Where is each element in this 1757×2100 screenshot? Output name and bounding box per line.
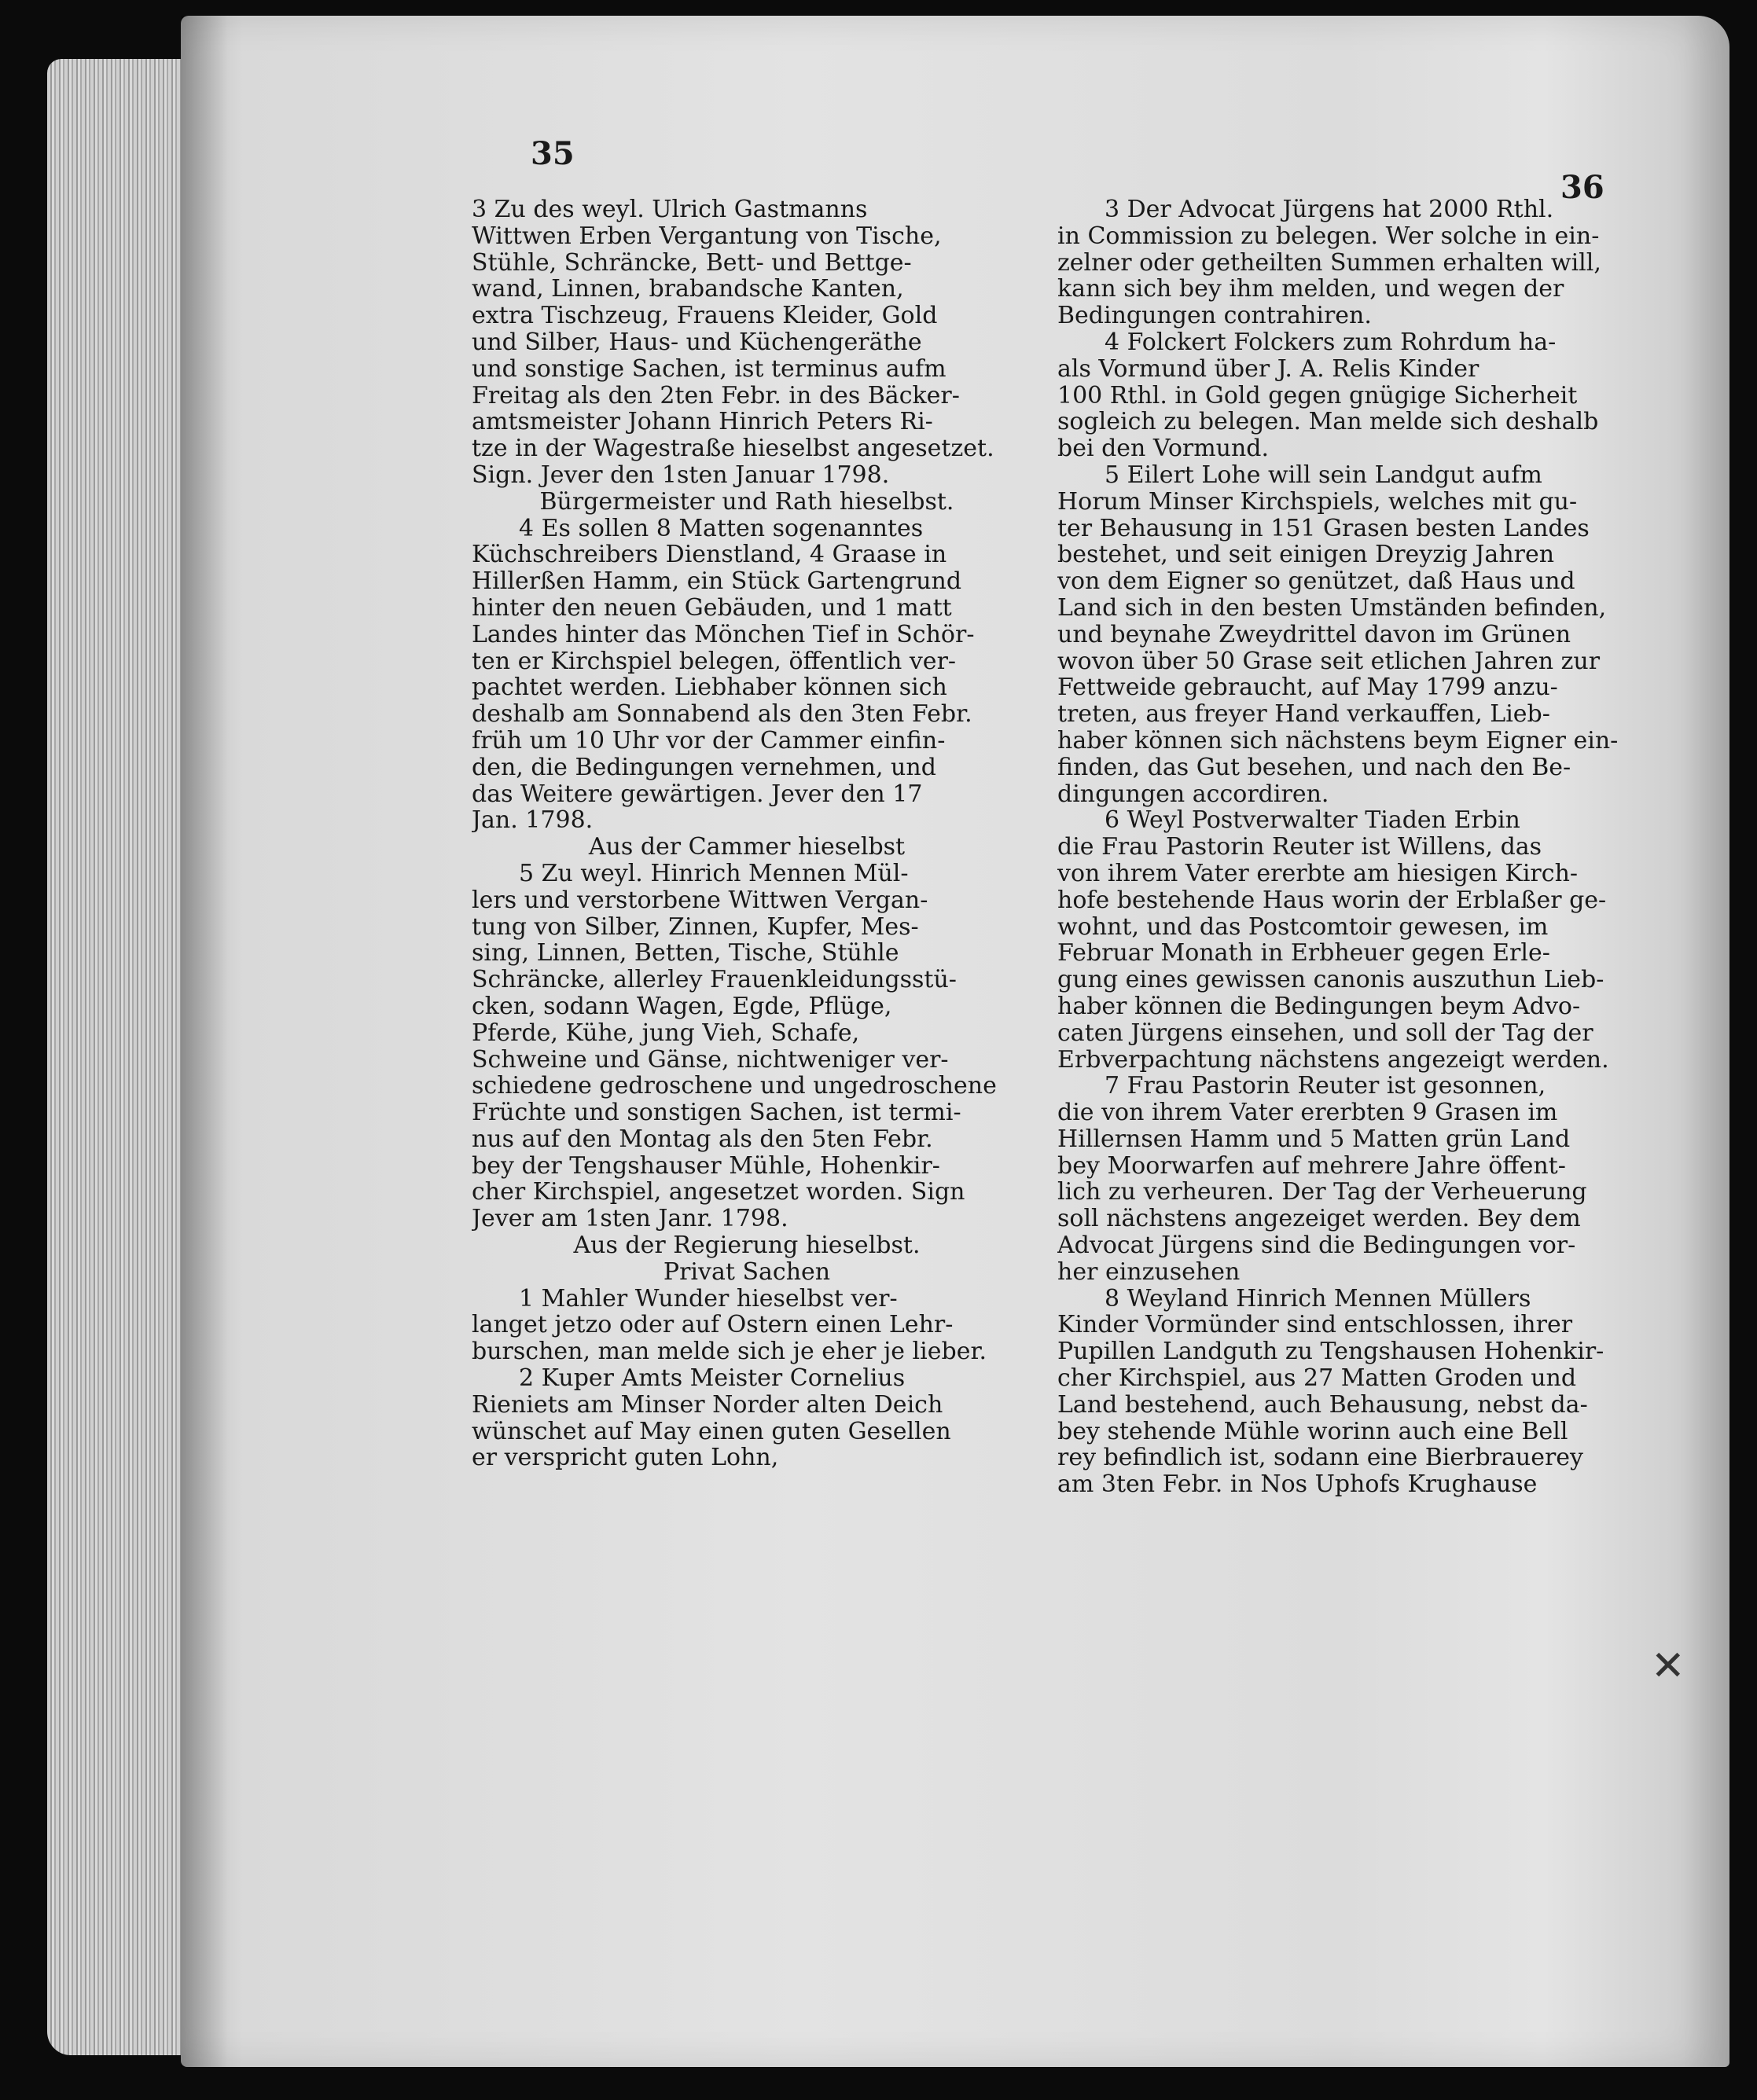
text-line: und Silber, Haus- und Küchengeräthe — [472, 329, 922, 356]
text-line: bey Moorwarfen auf mehrere Jahre öffent- — [1057, 1152, 1566, 1180]
text-line: bey stehende Mühle worinn auch eine Bell — [1057, 1418, 1568, 1445]
text-line: caten Jürgens einsehen, und soll der Tag der — [1057, 1019, 1593, 1047]
text-line: 1 Mahler Wunder hieselbst ver- — [519, 1285, 898, 1312]
text-line: Bürgermeister und Rath hieselbst. — [539, 488, 954, 516]
text-line: bei den Vormund. — [1057, 435, 1270, 462]
text-line: Land bestehend, auch Behausung, nebst da- — [1057, 1391, 1588, 1419]
text-line: von ihrem Vater ererbte am hiesigen Kirch- — [1057, 860, 1579, 887]
text-line: Freitag als den 2ten Febr. in des Bäcker- — [472, 382, 960, 409]
book-gutter-shadow — [181, 16, 228, 2067]
text-line: Sign. Jever den 1sten Januar 1798. — [472, 461, 890, 489]
text-line: Früchte und sonstigen Sachen, ist termi- — [472, 1100, 961, 1126]
text-line: cher Kirchspiel, angesetzet worden. Sign — [472, 1179, 965, 1206]
text-line: und sonstige Sachen, ist terminus aufm — [472, 355, 947, 383]
text-line: die von ihrem Vater ererbten 9 Grasen im — [1057, 1100, 1558, 1126]
text-line: als Vormund über J. A. Relis Kinder — [1057, 355, 1479, 383]
text-line: Stühle, Schräncke, Bett- und Bettge- — [472, 249, 912, 277]
text-line: Küchschreibers Dienstland, 4 Graase in — [472, 542, 947, 569]
text-line: extra Tischzeug, Frauens Kleider, Gold — [472, 303, 938, 329]
text-line: sogleich zu belegen. Man melde sich deshalb — [1057, 409, 1599, 436]
text-line: Wittwen Erben Vergantung von Tische, — [472, 222, 942, 250]
text-line: zelner oder getheilten Summen erhalten will, — [1057, 249, 1601, 277]
text-line: Horum Minser Kirchspiels, welches mit gu- — [1057, 488, 1578, 516]
text-line: hofe bestehende Haus worin der Erblaßer ge- — [1057, 887, 1607, 914]
text-line: treten, aus freyer Hand verkauffen, Lieb- — [1057, 701, 1550, 728]
text-line: hinter den neuen Gebäuden, und 1 matt — [472, 594, 952, 622]
text-line: gung eines gewissen canonis auszuthun Lieb- — [1057, 967, 1604, 993]
left-text-column — [472, 196, 1022, 1471]
text-line: 5 Zu weyl. Hinrich Mennen Mül- — [519, 860, 909, 887]
text-line: Rieniets am Minser Norder alten Deich — [472, 1391, 943, 1419]
page-number-right: 36 — [1560, 169, 1604, 206]
text-line: wünschet auf May einen guten Gesellen — [472, 1418, 951, 1445]
text-line: Aus der Regierung hieselbst. — [573, 1232, 921, 1259]
text-line: langet jetzo oder auf Ostern einen Lehr- — [472, 1312, 954, 1339]
text-line: Hillernsen Hamm und 5 Matten grün Land — [1057, 1125, 1571, 1153]
text-line: rey befindlich ist, sodann eine Bierbrauerey — [1057, 1445, 1584, 1472]
right-text-column — [1057, 196, 1635, 1498]
text-line: wohnt, und das Postcomtoir gewesen, im — [1057, 913, 1549, 941]
text-line: Fettweide gebraucht, auf May 1799 anzu- — [1057, 674, 1558, 702]
text-line: 4 Folckert Folckers zum Rohrdum ha- — [1105, 329, 1557, 356]
text-line: Schräncke, allerley Frauenkleidungsstü- — [472, 967, 957, 993]
text-line: burschen, man melde sich je eher je lieber. — [472, 1338, 987, 1366]
text-line: die Frau Pastorin Reuter ist Willens, das — [1057, 834, 1542, 861]
text-line: am 3ten Febr. in Nos Uphofs Krughause — [1057, 1471, 1538, 1499]
text-line: Privat Sachen — [663, 1258, 831, 1286]
text-line: Pupillen Landguth zu Tengshausen Hohenkir- — [1057, 1338, 1604, 1366]
text-line: soll nächstens angezeiget werden. Bey dem — [1057, 1206, 1581, 1233]
text-line: dingungen accordiren. — [1057, 780, 1329, 808]
text-line: Advocat Jürgens sind die Bedingungen vor- — [1057, 1232, 1576, 1259]
text-line: von dem Eigner so genützet, daß Haus und — [1057, 568, 1575, 595]
text-line: 3 Zu des weyl. Ulrich Gastmanns — [472, 196, 868, 223]
text-line: 2 Kuper Amts Meister Cornelius — [519, 1365, 906, 1392]
text-line: 7 Frau Pastorin Reuter ist gesonnen, — [1105, 1073, 1546, 1100]
text-line: er verspricht guten Lohn, — [472, 1445, 779, 1472]
text-line: 3 Der Advocat Jürgens hat 2000 Rthl. — [1105, 196, 1554, 223]
text-line: Land sich in den besten Umständen befinden, — [1057, 594, 1607, 622]
text-line: und beynahe Zweydrittel davon im Grünen — [1057, 621, 1571, 648]
text-line: Aus der Cammer hieselbst — [588, 834, 906, 861]
text-line: deshalb am Sonnabend als den 3ten Febr. — [472, 701, 972, 728]
text-line: lers und verstorbene Wittwen Vergan- — [472, 887, 928, 914]
text-line: haber können sich nächstens beym Eigner ein- — [1057, 727, 1619, 754]
text-line: ten er Kirchspiel belegen, öffentlich ver- — [472, 648, 957, 675]
text-line: Februar Monath in Erbheuer gegen Erle- — [1057, 940, 1550, 967]
text-line: Schweine und Gänse, nichtweniger ver- — [472, 1046, 949, 1074]
text-line: ter Behausung in 151 Grasen besten Landes — [1057, 515, 1590, 542]
text-line: das Weitere gewärtigen. Jever den 17 — [472, 780, 923, 808]
text-line: cher Kirchspiel, aus 27 Matten Groden und — [1057, 1365, 1577, 1392]
text-line: Erbverpachtung nächstens angezeigt werden. — [1057, 1046, 1609, 1074]
text-line: Jever am 1sten Janr. 1798. — [472, 1206, 788, 1233]
text-line: 5 Eilert Lohe will sein Landgut aufm — [1105, 461, 1542, 489]
text-line: 6 Weyl Postverwalter Tiaden Erbin — [1105, 807, 1520, 835]
text-line: tze in der Wagestraße hieselbst angesetzet. — [472, 435, 994, 462]
text-line: 8 Weyland Hinrich Mennen Müllers — [1105, 1285, 1531, 1312]
text-line: pachtet werden. Liebhaber können sich — [472, 674, 947, 702]
text-line: amtsmeister Johann Hinrich Peters Ri- — [472, 409, 933, 436]
text-line: Hillerßen Hamm, ein Stück Gartengrund — [472, 568, 962, 595]
text-line: Kinder Vormünder sind entschlossen, ihrer — [1057, 1312, 1573, 1339]
text-line: her einzusehen — [1057, 1258, 1241, 1286]
page-number-left: 35 — [531, 135, 575, 172]
text-line: bestehet, und seit einigen Dreyzig Jahren — [1057, 542, 1555, 569]
text-line: sing, Linnen, Betten, Tische, Stühle — [472, 940, 899, 967]
text-line: kann sich bey ihm melden, und wegen der — [1057, 276, 1564, 303]
text-line: wand, Linnen, brabandsche Kanten, — [472, 276, 904, 303]
text-line: in Commission zu belegen. Wer solche in ein- — [1057, 222, 1600, 250]
text-line: 4 Es sollen 8 Matten sogenanntes — [519, 515, 924, 542]
text-line: tung von Silber, Zinnen, Kupfer, Mes- — [472, 913, 919, 941]
text-line: Pferde, Kühe, jung Vieh, Schafe, — [472, 1019, 860, 1047]
text-line: finden, das Gut besehen, und nach den Be- — [1057, 754, 1571, 781]
text-line: früh um 10 Uhr vor der Cammer einfin- — [472, 727, 946, 754]
text-line: haber können die Bedingungen beym Advo- — [1057, 993, 1581, 1020]
text-line: den, die Bedingungen vernehmen, und — [472, 754, 936, 781]
text-line: 100 Rthl. in Gold gegen gnügige Sicherheit — [1057, 382, 1578, 409]
pencil-cross-mark: ✕ — [1651, 1643, 1685, 1690]
text-line: Landes hinter das Mönchen Tief in Schör- — [472, 621, 975, 648]
text-line: lich zu verheuren. Der Tag der Verheuerung — [1057, 1179, 1587, 1206]
text-line: Jan. 1798. — [472, 807, 594, 835]
text-line: schiedene gedroschene und ungedroschene — [472, 1073, 997, 1100]
text-line: nus auf den Montag als den 5ten Febr. — [472, 1125, 933, 1153]
text-line: cken, sodann Wagen, Egde, Pflüge, — [472, 993, 892, 1020]
text-line: Bedingungen contrahiren. — [1057, 303, 1372, 329]
text-line: bey der Tengshauser Mühle, Hohenkir- — [472, 1152, 940, 1180]
text-line: wovon über 50 Grase seit etlichen Jahren zur — [1057, 648, 1601, 675]
